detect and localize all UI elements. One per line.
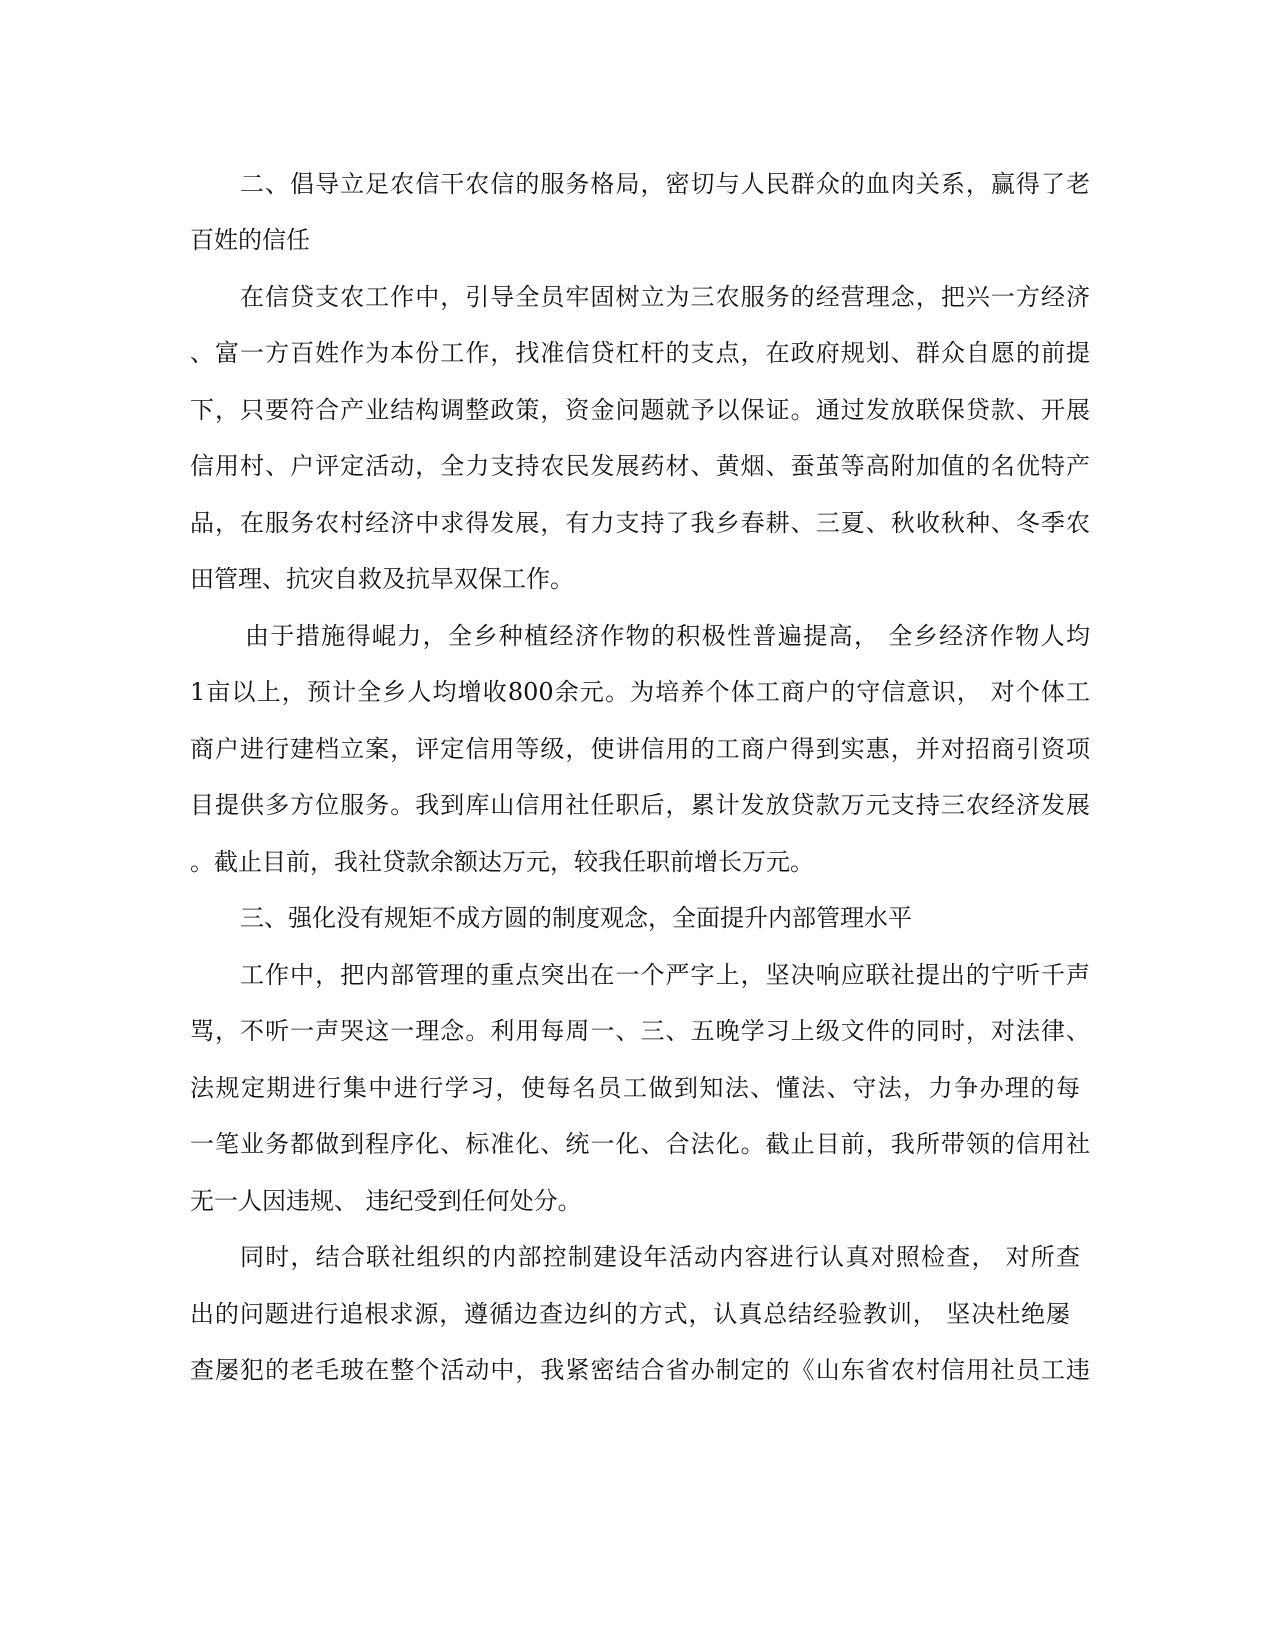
paragraph-line: 出的问题进行追根求源，遵循边查边纠的方式，认真总结经验教训， 坚决杜绝屡 (190, 1300, 1070, 1328)
paragraph-line: 目提供多方位服务。我到库山信用社任职后，累计发放贷款万元支持三农经济发展 (190, 791, 1090, 819)
section-heading-2-line-2: 百姓的信任 (190, 226, 310, 254)
paragraph-line: 1亩以上，预计全乡人均增收800余元。为培养个体工商户的守信意识， 对个体工 (190, 678, 1090, 706)
paragraph-line: 品，在服务农村经济中求得发展，有力支持了我乡春耕、三夏、秋收秋种、冬季农 (190, 509, 1090, 537)
section-heading-2-line-1: 二、倡导立足农信干农信的服务格局，密切与人民群众的血肉关系，赢得了老 (240, 170, 1090, 198)
paragraph-line: 骂，不听一声哭这一理念。利用每周一、三、五晚学习上级文件的同时，对法律、 (190, 1017, 1090, 1045)
paragraph-line: 、富一方百姓作为本份工作，找准信贷杠杆的支点，在政府规划、群众自愿的前提 (190, 339, 1090, 367)
paragraph-line: 在信贷支农工作中，引导全员牢固树立为三农服务的经营理念，把兴一方经济 (240, 283, 1090, 311)
paragraph-line: 。截止目前，我社贷款余额达万元，较我任职前增长万元。 (190, 848, 814, 876)
paragraph-line: 无一人因违规、 违纪受到任何处分。 (190, 1187, 582, 1215)
paragraph-line: 法规定期进行集中进行学习，使每名员工做到知法、懂法、守法，力争办理的每 (190, 1074, 1080, 1102)
paragraph-line: 一笔业务都做到程序化、标准化、统一化、合法化。截止目前，我所带领的信用社 (190, 1130, 1090, 1158)
paragraph-line: 下，只要符合产业结构调整政策，资金问题就予以保证。通过发放联保贷款、开展 (190, 396, 1090, 424)
paragraph-line: 商户进行建档立案，评定信用等级，使讲信用的工商户得到实惠，并对招商引资项 (190, 735, 1090, 763)
paragraph-line: 工作中，把内部管理的重点突出在一个严字上，坚决响应联社提出的宁听千声 (240, 961, 1090, 989)
paragraph-line: 信用村、户评定活动，全力支持农民发展药材、黄烟、蚕茧等高附加值的名优特产 (190, 452, 1090, 480)
paragraph-line: 查屡犯的老毛玻在整个活动中，我紧密结合省办制定的《山东省农村信用社员工违 (190, 1356, 1090, 1384)
paragraph-line: 由于措施得崐力，全乡种植经济作物的积极性普遍提高， 全乡经济作物人均 (245, 622, 1090, 650)
section-heading-3: 三、强化没有规矩不成方圆的制度观念，全面提升内部管理水平 (240, 904, 912, 932)
paragraph-line: 同时，结合联社组织的内部控制建设年活动内容进行认真对照检查， 对所查 (240, 1243, 1080, 1271)
paragraph-line: 田管理、抗灾自救及抗旱双保工作。 (190, 565, 574, 593)
